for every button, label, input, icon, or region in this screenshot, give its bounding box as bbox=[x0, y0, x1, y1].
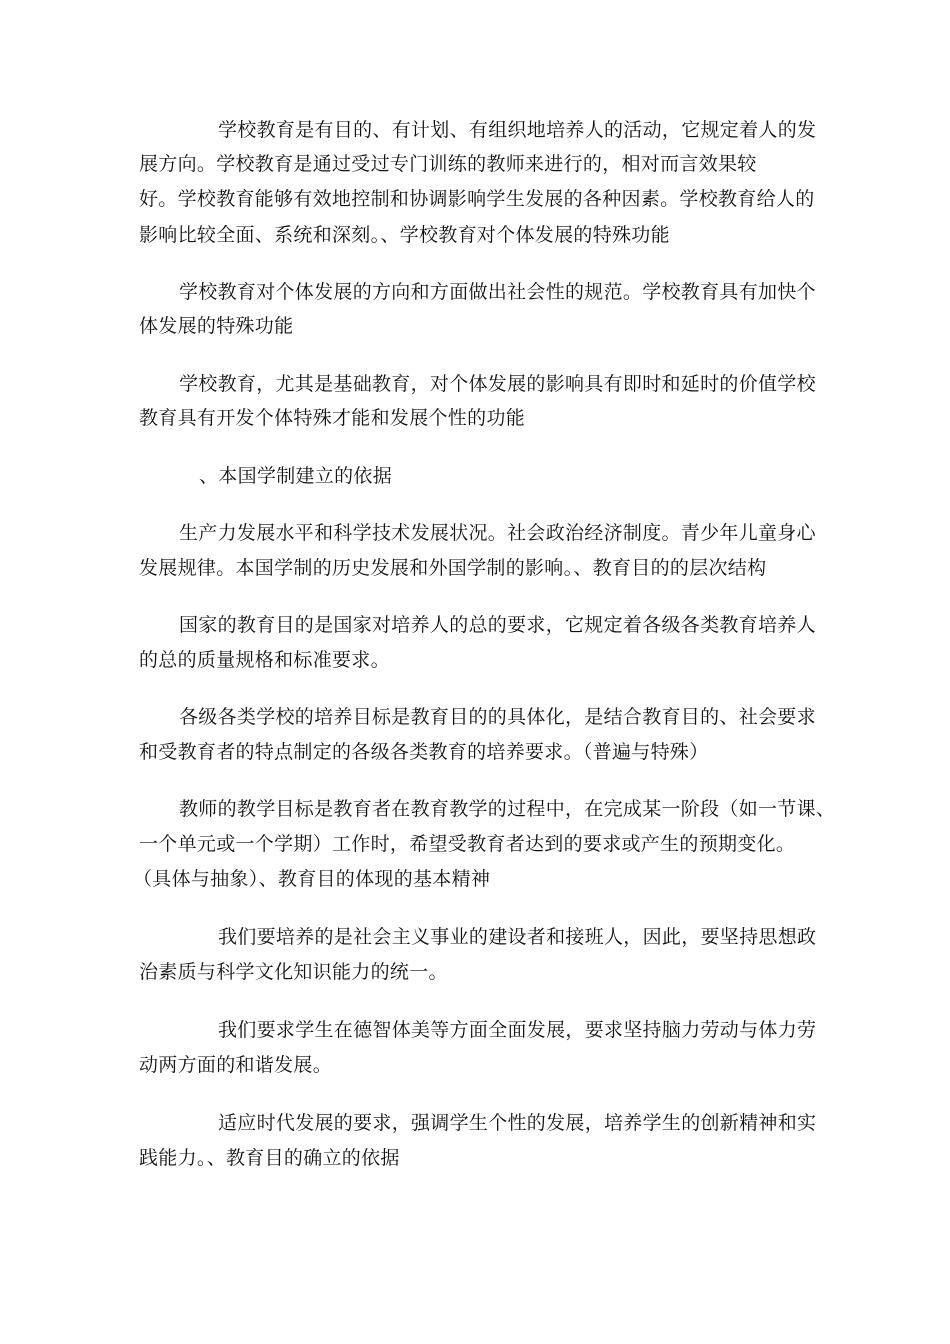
paragraph-7-line-1: 各级各类学校的培养目标是教育目的的具体化，是结合教育目的、社会要求 bbox=[179, 706, 816, 728]
paragraph-3-line-1: 学校教育，尤其是基础教育，对个体发展的影响具有即时和延时的价值学校 bbox=[179, 373, 816, 395]
paragraph-11-line-2: 践能力。、教育目的确立的依据 bbox=[139, 1147, 400, 1169]
paragraph-11-line-1: 适应时代发展的要求，强调学生个性的发展，培养学生的创新精神和实 bbox=[218, 1112, 817, 1134]
paragraph-1-line-2: 展方向。学校教育是通过受过专门训练的教师来进行的，相对而言效果较 bbox=[139, 153, 757, 175]
paragraph-10-line-2: 动两方面的和谐发展。 bbox=[139, 1054, 333, 1076]
paragraph-2-line-1: 学校教育对个体发展的方向和方面做出社会性的规范。学校教育具有加快个 bbox=[179, 281, 816, 303]
paragraph-6-line-2: 的总的质量规格和标准要求。 bbox=[139, 649, 390, 671]
paragraph-5-line-1: 生产力发展水平和科学技术发展状况。社会政治经济制度。青少年儿童身心 bbox=[179, 522, 816, 544]
paragraph-1-line-3: 好。学校教育能够有效地控制和协调影响学生发展的各种因素。学校教育给人的 bbox=[139, 188, 815, 210]
paragraph-3-line-2: 教育具有开发个体特殊才能和发展个性的功能 bbox=[139, 407, 526, 429]
paragraph-1-line-1: 学校教育是有目的、有计划、有组织地培养人的活动，它规定着人的发 bbox=[218, 119, 817, 141]
paragraph-8-line-3: （具体与抽象）、教育目的体现的基本精神 bbox=[133, 868, 491, 890]
paragraph-7-line-2: 和受教育者的特点制定的各级各类教育的培养要求。（普遍与特殊） bbox=[139, 741, 709, 763]
paragraph-2-line-2: 体发展的特殊功能 bbox=[139, 315, 294, 337]
paragraph-9-line-2: 治素质与科学文化知识能力的统一。 bbox=[139, 961, 448, 983]
section-heading-school-system: 、本国学制建立的依据 bbox=[199, 465, 393, 487]
paragraph-8-line-1: 教师的教学目标是教育者在教育教学的过程中，在完成某一阶段（如一节课、 bbox=[179, 798, 836, 820]
paragraph-1-line-4: 影响比较全面、系统和深刻。、学校教育对个体发展的特殊功能 bbox=[139, 224, 670, 246]
paragraph-6-line-1: 国家的教育目的是国家对培养人的总的要求，它规定着各级各类教育培养人 bbox=[179, 614, 816, 636]
paragraph-9-line-1: 我们要培养的是社会主义事业的建设者和接班人，因此，要坚持思想政 bbox=[218, 926, 817, 948]
paragraph-10-line-1: 我们要求学生在德智体美等方面全面发展，要求坚持脑力劳动与体力劳 bbox=[218, 1019, 817, 1041]
paragraph-8-line-2: 一个单元或一个学期）工作时，希望受教育者达到的要求或产生的预期变化。 bbox=[139, 833, 796, 855]
paragraph-5-line-2: 发展规律。本国学制的历史发展和外国学制的影响。、教育目的的层次结构 bbox=[139, 557, 767, 579]
